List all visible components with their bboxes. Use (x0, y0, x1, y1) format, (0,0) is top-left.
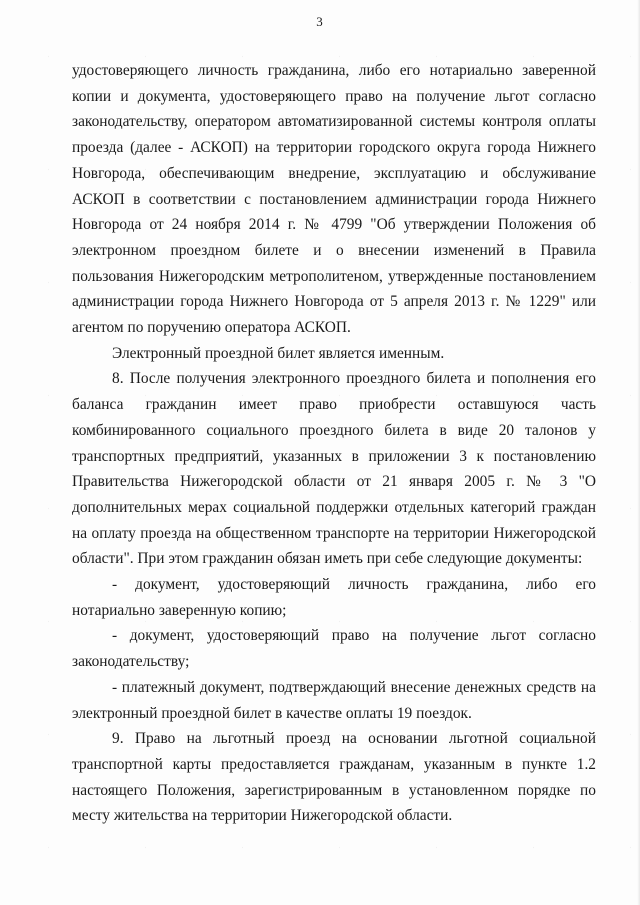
page-number: 3 (316, 14, 324, 29)
list-item-identity-document: - документ, удостоверяющий личность гражданина, либо его нотариально заверенную копию; (72, 576, 596, 619)
paragraph-continuation: удостоверяющего личность гражданина, либо его нотариально заверенной копии и документа, удостоверяющего право на получение льгот согласно законодательству, оператором автоматизированной системы контроля оплаты проезда (далее - АСКОП) на территории городского округа города Нижнего Новгорода, обеспечивающим внедрение, эксплуатацию и обслуживание АСКОП в соответствии с постановлением администрации города Нижнего Новгорода от 24 ноября 2014 г. № 4799 "Об утверждении Положения об электронном проездном билете и о внесении изменений в Правила пользования Нижегородским метрополитеном, утвержденные постановлением администрации города Нижнего Новгорода от 5 апреля 2013 г. № 1229" или агентом по поручению оператора АСКОП. (72, 62, 596, 337)
list-item-benefit-document: - документ, удостоверяющий право на получение льгот согласно законодательству; (72, 627, 596, 671)
list-item-payment-document: - платежный документ, подтверждающий внесение денежных средств на электронный проездной билет в качестве оплаты 19 поездок. (72, 678, 596, 722)
paragraph-item-8: 8. После получения электронного проездного билета и пополнения его баланса гражданин имеет право приобрести оставшуюся часть комбинированного социального проездного билета в виде 20 талонов у транспортных предприятий, указанных в приложении 3 к постановлению Правительства Нижегородской области от 21 января 2005 г. № 3 "О дополнительных мерах социальной поддержки отдельных категорий граждан на оплату проезда на общественном транспорте на территории Нижегородской области". При этом гражданин обязан иметь при себе следующие документы: (72, 370, 596, 568)
document-body (72, 58, 596, 829)
paragraph-ticket-named: Электронный проездной билет является именным. (112, 344, 445, 362)
paragraph-item-9: 9. Право на льготный проезд на основании льготной социальной транспортной карты предоставляется гражданам, указанным в пункте 1.2 настоящего Положения, зарегистрированным в установленном порядке по месту жительства на территории Нижегородской области. (72, 730, 596, 825)
